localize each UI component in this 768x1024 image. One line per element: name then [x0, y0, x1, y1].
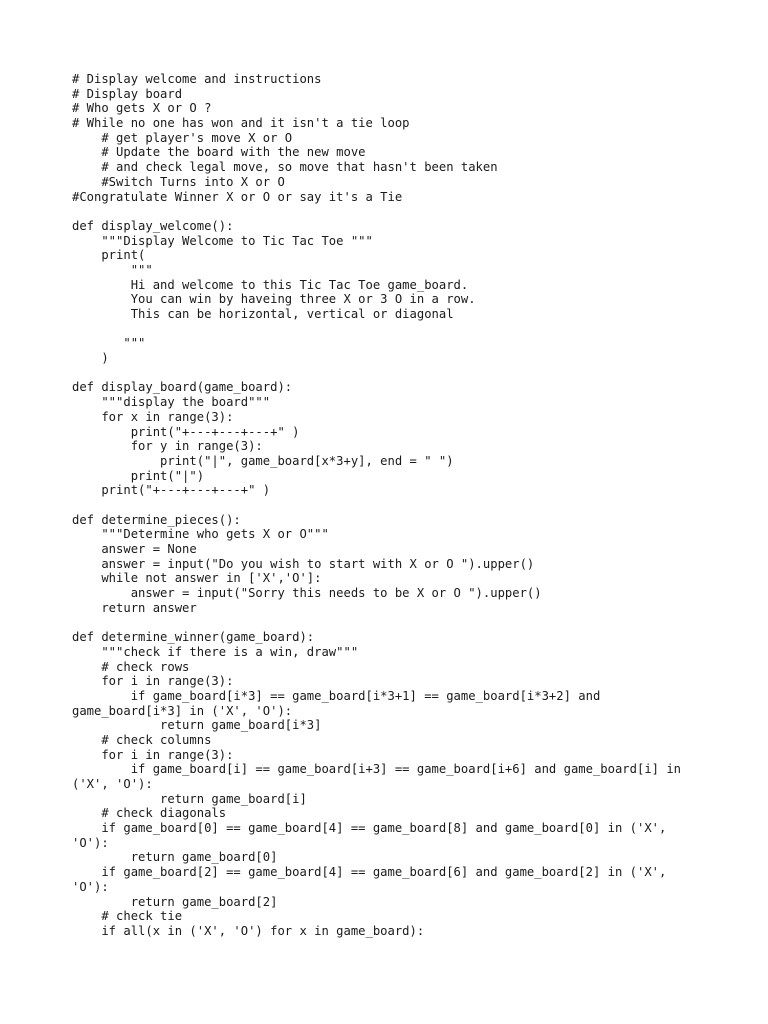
code-line: #Congratulate Winner X or O or say it's a Tie [72, 189, 403, 204]
code-line: return game_board[i] [72, 791, 307, 806]
code-line: return game_board[i*3] [72, 718, 322, 733]
code-line: answer = input("Do you wish to start with X or O ").upper() [72, 556, 535, 571]
code-line: def display_welcome(): [72, 218, 234, 233]
code-line: if game_board[i] == game_board[i+3] == game_board[i+6] and game_board[i] in [72, 762, 682, 777]
code-line: while not answer in ['X','O']: [72, 571, 322, 586]
code-line: # Display welcome and instructions [72, 72, 322, 86]
code-line: ) [72, 351, 109, 366]
code-line: You can win by haveing three X or 3 O in a row. [72, 292, 476, 307]
code-line: def determine_winner(game_board): [72, 630, 315, 645]
code-line: # check rows [72, 659, 190, 674]
code-line: # check tie [72, 909, 183, 924]
code-line: game_board[i*3] in ('X', 'O'): [72, 703, 293, 718]
code-line: # and check legal move, so move that hasn't been taken [72, 160, 498, 175]
code-line [72, 322, 712, 337]
code-line: return game_board[0] [72, 850, 278, 865]
code-line: # get player's move X or O [72, 130, 293, 145]
code-line: for i in range(3): [72, 674, 234, 689]
code-line: # check columns [72, 732, 212, 747]
code-line: answer = None [72, 542, 197, 556]
code-line: if all(x in ('X', 'O') for x in game_board): [72, 923, 425, 938]
code-line: """Display Welcome to Tic Tac Toe """ [72, 233, 373, 248]
code-line: """ [72, 262, 153, 277]
code-line: # Who gets X or O ? [72, 101, 212, 116]
code-line: for y in range(3): [72, 439, 263, 454]
code-line: # check diagonals [72, 806, 227, 821]
code-line: return answer [72, 600, 197, 615]
code-line: answer = input("Sorry this needs to be X or O ").upper() [72, 586, 542, 601]
code-line: """ [72, 336, 146, 351]
code-line: """check if there is a win, draw""" [72, 644, 359, 659]
code-line: """Determine who gets X or O""" [72, 527, 329, 542]
code-listing [72, 72, 712, 939]
code-line: def determine_pieces(): [72, 512, 241, 527]
code-line: # While no one has won and it isn't a tie loop [72, 116, 410, 131]
code-line: 'O'): [72, 835, 109, 850]
code-line: print("|", game_board[x*3+y], end = " ") [72, 453, 454, 468]
code-line: print("+---+---+---+" ) [72, 483, 271, 498]
code-line: for i in range(3): [72, 747, 234, 762]
code-line [72, 498, 712, 513]
code-line: if game_board[0] == game_board[4] == game_board[8] and game_board[0] in ('X', [72, 821, 667, 836]
code-line: # Display board [72, 86, 183, 101]
code-line: for x in range(3): [72, 409, 234, 424]
code-line: print("|") [72, 468, 205, 483]
code-line: print("+---+---+---+" ) [72, 424, 300, 439]
code-line [72, 615, 712, 630]
code-line: # Update the board with the new move [72, 145, 366, 160]
code-line: print( [72, 248, 146, 263]
code-line: Hi and welcome to this Tic Tac Toe game_board. [72, 277, 469, 292]
code-line: This can be horizontal, vertical or diagonal [72, 307, 454, 321]
code-line [72, 366, 712, 381]
code-line: ('X', 'O'): [72, 777, 153, 791]
code-line: def display_board(game_board): [72, 380, 293, 395]
code-line: 'O'): [72, 879, 109, 894]
code-line: return game_board[2] [72, 894, 278, 909]
code-line [72, 204, 712, 219]
code-line: """display the board""" [72, 395, 271, 410]
code-line: if game_board[2] == game_board[4] == game_board[6] and game_board[2] in ('X', [72, 865, 667, 880]
code-line: if game_board[i*3] == game_board[i*3+1] == game_board[i*3+2] and [72, 688, 601, 703]
code-line: #Switch Turns into X or O [72, 174, 285, 189]
